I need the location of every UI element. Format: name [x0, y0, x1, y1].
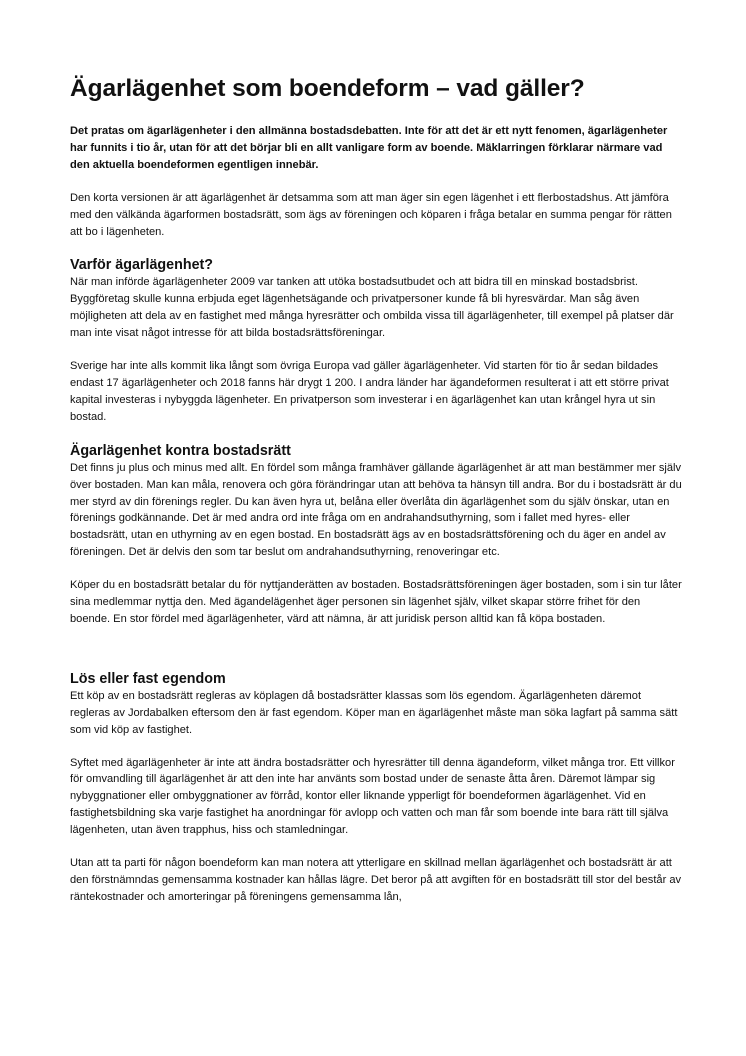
section-paragraph: Sverige har inte alls kommit lika långt som övriga Europa vad gäller ägarlägenheter. Vid starten för tio år sedan bildades endast 17 ägarlägenheter och 2018 fanns här drygt 1 200. I andra länder har ägandeformen resulterat i att ett större privat kapital investeras i nybyggda lägenheter. En privatperson som investerar i en ägarlägenhet kan utan krångel hyra ut sin bostad. [70, 360, 669, 423]
intro-paragraph: Den korta versionen är att ägarlägenhet är detsamma som att man äger sin egen lägenhet i ett flerbostadshus. Att jämföra med den välkända ägarformen bostadsrätt, som ägs av föreningen och köparen i fråga betalar en summa pengar för rätten att bo i lägenheten. [70, 191, 672, 238]
section-heading-kontra: Ägarlägenhet kontra bostadsrätt [70, 442, 291, 459]
section-paragraph: Ett köp av en bostadsrätt regleras av köplagen då bostadsrätter klassas som lös egendom. Ägarlägenheten däremot regleras av Jordabalken eftersom den är fast egendom. Köper man en ägarlägenhet måste man söka lagfart på samma sätt som vid köp av fastighet. [70, 689, 678, 736]
section-paragraph: Syftet med ägarlägenheter är inte att ändra bostadsrätter och hyresrätter till denna ägandeform, vilket många tror. Ett villkor för omvandling till ägarlägenhet är att den inte har använts som bostad under de senaste åtta åren. Däremot lämpar sig nybyggnationer eller ombyggnationer av förråd, kontor eller liknande ypperligt för boendeformen ägarlägenhet. Vid en fastighetsbildning ska varje fastighet ha anordningar för avlopp och vatten och man får som boende inte bara rätt till själva lägenheten, utan även trapphus, hiss och stamledningar. [70, 756, 675, 837]
document-page [70, 72, 682, 922]
section-paragraph: Utan att ta parti för någon boendeform kan man notera att ytterligare en skillnad mellan ägarlägenhet och bostadsrätt är att den förstnämndas gemensamma kostnader kan hållas lägre. Det beror på att avgiften för en bostadsrätt till stor del består av räntekostnader och amorteringar på föreningens gemensamma lån, [70, 857, 682, 903]
section-heading-los-fast: Lös eller fast egendom [70, 670, 226, 687]
section-spacer [70, 644, 682, 662]
section-paragraph: Det finns ju plus och minus med allt. En fördel som många framhäver gällande ägarlägenhet är att man bestämmer mer själv över bostaden. Man kan måla, renovera och göra förändringar utan att behöva ta hänsyn till andra. Bor du i bostadsrätt är du mer styrd av din förenings regler. Du kan även hyra ut, belåna eller överlåta din ägarlägenhet som du själv önskar, utan en förenings godkännande. Det är med andra ord inte fråga om en andrahandsuthyrning, som i fallet med hyres- eller bostadsrätt, utan en uthyrning av en egen bostad. En bostadsrätt ägs av en bostadsrättsförening och du äger en andel av föreningen. Det är delvis den som tar beslut om andrahandsuthyrning, renoveringar etc. [70, 461, 682, 559]
page-title: Ägarlägenhet som boendeform – vad gäller? [70, 75, 585, 102]
section-paragraph: Köper du en bostadsrätt betalar du för nyttjanderätten av bostaden. Bostadsrättsföreningen äger bostaden, som i sin tur låter sina medlemmar nyttja den. Med ägandelägenhet äger personen sin lägenhet själv, vilket skapar större frihet för den boende. En stor fördel med ägarlägenheter, värd att nämna, är att juridisk person alltid kan få köpa bostaden. [70, 579, 682, 625]
section-heading-varfor: Varför ägarlägenhet? [70, 257, 214, 274]
section-paragraph: När man införde ägarlägenheter 2009 var tanken att utöka bostadsutbudet och att bidra till en minskad bostadsbrist. Byggföretag skulle kunna erbjuda eget lägenhetsägande och privatpersoner kunde få bli hyresvärdar. Man såg även möjligheten att dela av en fastighet med många hyresrätter och ombilda vissa till ägarlägenheter, till exempel på platser där man inte visat något intresse för att bilda bostadsrättsföreningar. [70, 276, 674, 340]
lead-paragraph: Det pratas om ägarlägenheter i den allmänna bostadsdebatten. Inte för att det är ett nytt fenomen, ägarlägenheter har funnits i tio år, utan för att det börjar bli en allt vanligare form av boende. Mäklarringen förklarar närmare vad den aktuella boendeformen egentligen innebär. [70, 125, 668, 171]
